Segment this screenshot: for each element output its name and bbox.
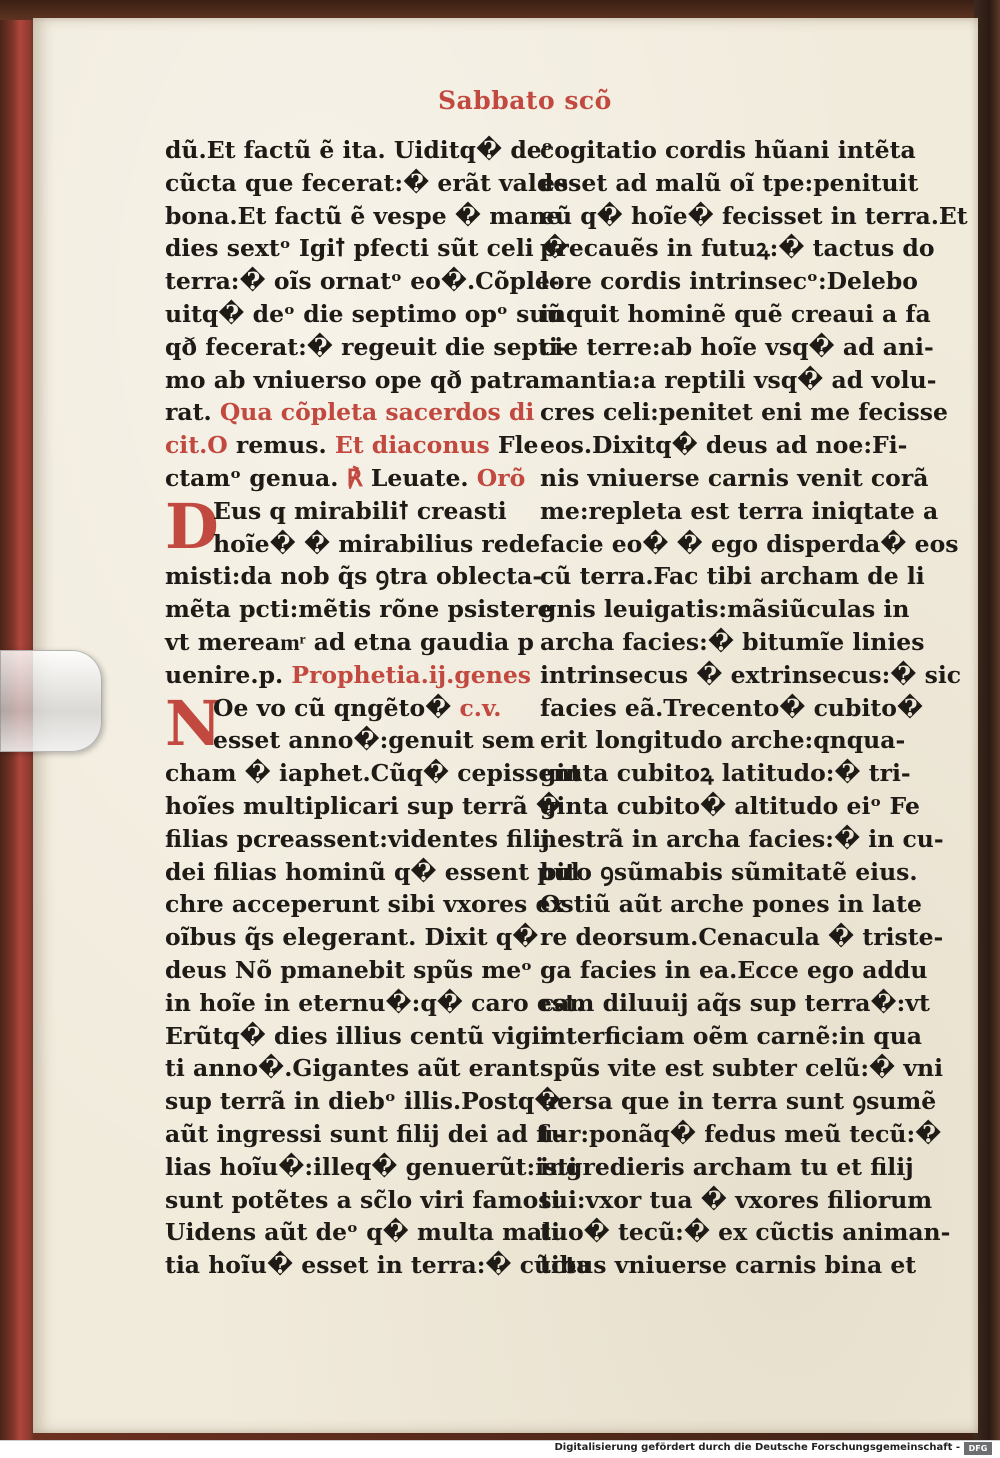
body-text: eũ q� hoĩe� fecisset in terra.Et xyxy=(540,201,968,230)
body-text: hoĩe� � mirabilius rede xyxy=(213,529,541,558)
text-line xyxy=(540,659,962,692)
body-text: tur:ponãq� fedus meũ tecũ:� xyxy=(540,1119,942,1148)
rubric-text: cit.O xyxy=(165,431,228,460)
text-line xyxy=(540,495,939,528)
rubricated-initial: D xyxy=(165,489,219,563)
text-line xyxy=(165,429,539,462)
dfg-logo: DFG xyxy=(964,1442,992,1455)
body-text: ginta cubito� altitudo eiᵒ Fe xyxy=(540,791,920,820)
text-line xyxy=(165,790,563,823)
body-text: spũs vite est subter celũ:� vni xyxy=(540,1054,944,1083)
body-text: hoĩes multiplicari sup terrã � xyxy=(165,791,563,820)
text-line xyxy=(540,1249,917,1282)
text-line xyxy=(540,265,918,298)
body-text: uitq� deᵒ die septimo opᵒ suũ xyxy=(165,299,564,328)
text-line xyxy=(540,888,922,921)
body-text: ginta cubitoꝝ latitudo:� tri- xyxy=(540,759,911,788)
text-line xyxy=(540,1216,951,1249)
text-line xyxy=(165,921,539,954)
running-title: Sabbato scõ xyxy=(438,86,612,115)
text-line xyxy=(165,1216,561,1249)
body-text: deus Nõ pmanebit spũs meᵒ xyxy=(165,955,533,984)
text-line xyxy=(165,823,550,856)
body-text: nestrã in archa facies:� in cu- xyxy=(540,824,944,853)
body-text: uenire.p. xyxy=(165,660,292,689)
text-line xyxy=(540,1020,923,1053)
text-line xyxy=(165,265,560,298)
text-line xyxy=(165,1151,578,1184)
text-line xyxy=(165,528,541,561)
body-text: archa facies:� bitumĩe linies xyxy=(540,627,925,656)
body-text: nis vniuerse carnis venit corã xyxy=(540,463,929,492)
body-text: bona.Et factũ ẽ vespe � mane xyxy=(165,201,562,230)
body-text: dies sextᵒ Igiꝉ pfecti sũt celi � xyxy=(165,234,569,263)
body-text: cie terre:ab hoĩe vsq� ad ani- xyxy=(540,332,934,361)
rubric-text: Orõ xyxy=(476,463,526,492)
text-line xyxy=(540,232,935,265)
body-text: cres celi:penitet eni me fecisse xyxy=(540,398,948,427)
text-line xyxy=(540,298,931,331)
text-line xyxy=(540,331,934,364)
text-line xyxy=(540,560,925,593)
text-line xyxy=(540,1151,914,1184)
text-line xyxy=(165,888,565,921)
text-line xyxy=(540,1118,942,1151)
text-line xyxy=(540,856,918,889)
text-line xyxy=(165,1052,540,1085)
body-text: mẽta pcti:mẽtis rõne psistere xyxy=(165,595,553,624)
body-text: tia hoĩu� esset in terra:� cũcta xyxy=(165,1251,592,1280)
body-text: cham � iaphet.Cũq� cepissent xyxy=(165,759,582,788)
body-text: ctamᵒ genua. xyxy=(165,463,347,492)
body-text: esset ad malũ oĩ tpe:penituit xyxy=(540,168,919,197)
body-text: chre acceperunt sibi vxores ex xyxy=(165,890,565,919)
text-line xyxy=(165,856,580,889)
body-text: in hoĩe in eternu�:q� caro est. xyxy=(165,988,585,1017)
text-line xyxy=(540,593,910,626)
text-line xyxy=(540,626,925,659)
body-text: inquit hominẽ quẽ creaui a fa xyxy=(540,299,931,328)
text-line xyxy=(165,1184,561,1217)
text-line xyxy=(540,462,929,495)
text-line xyxy=(165,954,533,987)
body-text: Uidens aũt deᵒ q� multa mali xyxy=(165,1218,561,1247)
text-line xyxy=(540,921,944,954)
body-text: Ostiũ aũt arche pones in late xyxy=(540,890,922,919)
text-line xyxy=(165,134,553,167)
text-line xyxy=(165,331,568,364)
text-line xyxy=(165,1085,561,1118)
footer-bar xyxy=(0,1440,1000,1458)
text-line xyxy=(165,200,562,233)
text-line xyxy=(165,167,569,200)
body-text: eos.Dixitq� deus ad noe:Fi- xyxy=(540,431,908,460)
body-text: mo ab vniuerso ope qð patra xyxy=(165,365,541,394)
text-line xyxy=(540,528,959,561)
body-text: erit longitudo arche:qnqua- xyxy=(540,726,906,755)
text-line xyxy=(165,1249,592,1282)
left-text-column xyxy=(165,134,592,1282)
text-line xyxy=(540,790,920,823)
digitization-credit: Digitalisierung gefördert durch die Deutsche Forschungsgemeinschaft - xyxy=(554,1442,960,1453)
body-text: mantia:a reptili vsq� ad volu- xyxy=(540,365,937,394)
body-text: tui:vxor tua � vxores filiorum xyxy=(540,1185,933,1214)
body-text: misti:da nob q̃s ꝯtra oblecta- xyxy=(165,562,543,591)
text-line xyxy=(540,1052,944,1085)
body-text: oĩbus q̃s elegerant. Dixit q� xyxy=(165,923,539,952)
body-text: lias hoĩu�:illeq� genuerũt:isti xyxy=(165,1152,578,1181)
text-line xyxy=(540,364,937,397)
text-line xyxy=(540,167,919,200)
body-text: Leuate. xyxy=(362,463,477,492)
text-line xyxy=(165,724,535,757)
body-text: intrinsecus � extrinsecus:� sic xyxy=(540,660,962,689)
body-text: filias pcreassent:videntes filij xyxy=(165,824,550,853)
body-text: ti anno�.Gigantes aũt erant xyxy=(165,1054,540,1083)
text-line xyxy=(165,593,553,626)
body-text: cam diluuij aq̃s sup terra�:vt xyxy=(540,988,930,1017)
binding-top-edge xyxy=(0,0,1000,20)
text-line xyxy=(540,823,944,856)
body-text: me:repleta est terra iniqtate a xyxy=(540,496,939,525)
body-text: re deorsum.Cenacula � triste- xyxy=(540,923,944,952)
body-text: dũ.Et factũ ẽ ita. Uiditq� deᵒ xyxy=(165,136,553,164)
body-text: tibus vniuerse carnis bina et xyxy=(540,1251,917,1280)
body-text: gnis leuigatis:mãsiũculas in xyxy=(540,595,910,624)
text-line xyxy=(165,659,532,692)
body-text: rat. xyxy=(165,398,220,427)
body-text: cũcta que fecerat:� erãt valde xyxy=(165,168,569,197)
body-text: ga facies in ea.Ecce ego addu xyxy=(540,955,928,984)
body-text: Erũtq� dies illius centũ vigin xyxy=(165,1021,558,1050)
rubric-text: ℟ xyxy=(346,463,363,492)
rubric-text: Prophetia.ij.genes xyxy=(291,660,532,689)
body-text: esset anno�:genuit sem xyxy=(213,726,535,755)
body-text: qð fecerat:� regeuit die septi- xyxy=(165,332,568,361)
text-line xyxy=(165,987,585,1020)
body-text: facies eã.Trecento� cubito� xyxy=(540,693,924,722)
text-line xyxy=(540,200,968,233)
body-text: lore cordis intrinsecᵒ:Delebo xyxy=(540,267,918,296)
body-text: cogitatio cordis hũani intẽta xyxy=(540,136,916,164)
rubric-text: Et diaconus xyxy=(334,431,490,460)
rubricated-initial: N xyxy=(165,686,222,760)
text-line xyxy=(540,134,916,167)
body-text: cũ terra.Fac tibi archam de li xyxy=(540,562,925,591)
body-text: ingredieris archam tu et filij xyxy=(540,1152,914,1181)
text-line xyxy=(540,987,930,1020)
body-text: sunt potẽtes a sc̃lo viri famosi xyxy=(165,1185,561,1214)
body-text: Eus q mirabiliꝉ creasti xyxy=(213,496,507,525)
text-line xyxy=(540,954,928,987)
text-line xyxy=(540,757,911,790)
text-line xyxy=(165,364,541,397)
text-line xyxy=(165,462,526,495)
body-text: bito ꝯsũmabis sũmitatẽ eius. xyxy=(540,857,918,886)
body-text: dei filias hominũ q� essent pul xyxy=(165,857,580,886)
text-line xyxy=(165,396,535,429)
page-clip-holder xyxy=(0,650,102,752)
body-text: interficiam oẽm carnẽ:in qua xyxy=(540,1021,923,1050)
text-line xyxy=(165,1020,558,1053)
text-line xyxy=(540,724,906,757)
text-line xyxy=(540,1184,933,1217)
rubric-text: c.v. xyxy=(459,693,502,722)
body-text: uersa que in terra sunt ꝯsumẽ xyxy=(540,1087,937,1116)
body-text: precauẽs in futuꝝ:� tactus do xyxy=(540,234,935,263)
rubric-text: Qua cõpleta sacerdos di xyxy=(219,398,535,427)
text-line xyxy=(165,1118,563,1151)
body-text: tuo� tecũ:� ex cũctis animan- xyxy=(540,1218,951,1247)
text-line xyxy=(165,298,564,331)
body-text: remus. xyxy=(227,431,335,460)
text-line xyxy=(540,396,948,429)
body-text: aũt ingressi sunt filij dei ad fi- xyxy=(165,1119,563,1148)
text-line xyxy=(540,429,908,462)
text-line xyxy=(165,560,543,593)
right-text-column xyxy=(540,134,968,1282)
body-text: Oe vo cũ qngẽto� xyxy=(213,693,460,722)
body-text: Fle xyxy=(489,431,539,460)
text-line xyxy=(165,232,569,265)
body-text: sup terrã in diebᵒ illis.Postq� xyxy=(165,1087,561,1116)
text-line xyxy=(165,626,534,659)
body-text: terra:� oĩs ornatᵒ eo�.Cõple- xyxy=(165,267,560,296)
text-line xyxy=(165,757,582,790)
body-text: vt mereamͬ ad etna gaudia p xyxy=(165,627,534,656)
body-text: facie eo� � ego disperda� eos xyxy=(540,529,959,558)
text-line xyxy=(540,692,924,725)
text-line xyxy=(540,1085,937,1118)
